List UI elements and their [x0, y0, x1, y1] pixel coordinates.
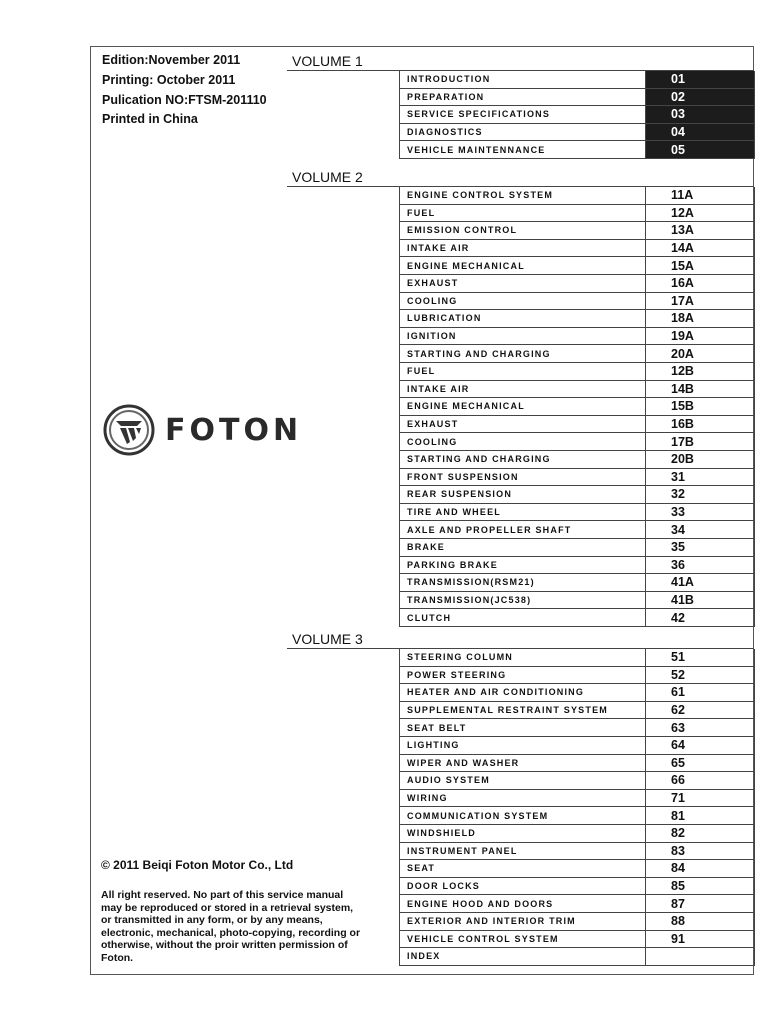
section-code: 52: [645, 667, 755, 685]
section-code: 33: [645, 504, 755, 522]
contents-row: [399, 702, 755, 720]
contents-row: [399, 843, 755, 861]
publication-number-line: Pulication NO:FTSM-201110: [102, 93, 267, 107]
section-name: IGNITION: [399, 328, 645, 346]
contents-row: [399, 825, 755, 843]
section-name: BRAKE: [399, 539, 645, 557]
section-code: 82: [645, 825, 755, 843]
printed-in-line: Printed in China: [102, 112, 198, 126]
contents-row: [399, 187, 755, 205]
contents-row: [399, 913, 755, 931]
printing-line: Printing: October 2011: [102, 73, 236, 87]
copyright-notice: © 2011 Beiqi Foton Motor Co., Ltd: [101, 858, 294, 872]
contents-row: [399, 684, 755, 702]
contents-row: [399, 521, 755, 539]
section-name: EXHAUST: [399, 416, 645, 434]
contents-row: [399, 275, 755, 293]
section-code: 20A: [645, 345, 755, 363]
section-code: 05: [645, 141, 755, 159]
section-name: INTRODUCTION: [399, 71, 645, 89]
contents-row: [399, 89, 755, 107]
section-name: CLUTCH: [399, 609, 645, 627]
section-name: HEATER AND AIR CONDITIONING: [399, 684, 645, 702]
contents-row: [399, 222, 755, 240]
contents-row: [399, 772, 755, 790]
section-code: 41A: [645, 574, 755, 592]
contents-row: [399, 328, 755, 346]
section-name: COOLING: [399, 433, 645, 451]
section-code: 15A: [645, 257, 755, 275]
section-code: 03: [645, 106, 755, 124]
section-name: EXTERIOR AND INTERIOR TRIM: [399, 913, 645, 931]
contents-row: [399, 240, 755, 258]
section-code: 15B: [645, 398, 755, 416]
rights-statement: All right reserved. No part of this service manual may be reproduced or stored in a retrieval system, or transmitted in any form, or by any means, electronic, mechanical, photo-copying, recording or otherwise, without the proir written permission of Foton.: [101, 889, 361, 964]
contents-row: [399, 141, 755, 159]
section-name: PREPARATION: [399, 89, 645, 107]
section-name: TRANSMISSION(RSM21): [399, 574, 645, 592]
section-code: 36: [645, 557, 755, 575]
section-code: 14A: [645, 240, 755, 258]
section-name: VEHICLE CONTROL SYSTEM: [399, 931, 645, 949]
section-name: FUEL: [399, 363, 645, 381]
section-code: 14B: [645, 381, 755, 399]
section-code: 12A: [645, 205, 755, 223]
section-code: 63: [645, 719, 755, 737]
section-code: 66: [645, 772, 755, 790]
section-name: LIGHTING: [399, 737, 645, 755]
section-name: PARKING BRAKE: [399, 557, 645, 575]
section-name: REAR SUSPENSION: [399, 486, 645, 504]
contents-row: [399, 609, 755, 627]
section-code: 85: [645, 878, 755, 896]
contents-row: [399, 293, 755, 311]
foton-wordmark: FOTON: [165, 412, 303, 448]
contents-row: [399, 574, 755, 592]
section-code: 01: [645, 71, 755, 89]
section-name: FUEL: [399, 205, 645, 223]
volume-3-label: VOLUME 3: [292, 631, 363, 647]
section-code: 12B: [645, 363, 755, 381]
contents-row: [399, 71, 755, 89]
section-code: 87: [645, 895, 755, 913]
section-code: 20B: [645, 451, 755, 469]
contents-row: [399, 345, 755, 363]
section-code: 35: [645, 539, 755, 557]
contents-row: [399, 860, 755, 878]
section-name: SEAT: [399, 860, 645, 878]
contents-row: [399, 557, 755, 575]
section-code: 16A: [645, 275, 755, 293]
section-code: 17B: [645, 433, 755, 451]
section-code: 19A: [645, 328, 755, 346]
section-code: 88: [645, 913, 755, 931]
foton-logo-mark-icon: [103, 404, 155, 456]
section-name: INDEX: [399, 948, 645, 966]
section-name: POWER STEERING: [399, 667, 645, 685]
contents-row: [399, 451, 755, 469]
contents-row: [399, 416, 755, 434]
contents-row: [399, 205, 755, 223]
section-code: 16B: [645, 416, 755, 434]
section-name: AXLE AND PROPELLER SHAFT: [399, 521, 645, 539]
contents-row: [399, 895, 755, 913]
section-name: SUPPLEMENTAL RESTRAINT SYSTEM: [399, 702, 645, 720]
section-name: INTAKE AIR: [399, 381, 645, 399]
foton-logo: [103, 404, 302, 456]
section-name: SEAT BELT: [399, 719, 645, 737]
section-name: TIRE AND WHEEL: [399, 504, 645, 522]
section-name: INSTRUMENT PANEL: [399, 843, 645, 861]
section-name: WIPER AND WASHER: [399, 755, 645, 773]
section-code: 02: [645, 89, 755, 107]
contents-row: [399, 504, 755, 522]
section-code: 84: [645, 860, 755, 878]
contents-row: [399, 257, 755, 275]
contents-row: [399, 486, 755, 504]
contents-row: [399, 755, 755, 773]
contents-row: [399, 807, 755, 825]
contents-row: [399, 948, 755, 966]
contents-row: [399, 737, 755, 755]
section-code: 13A: [645, 222, 755, 240]
contents-row: [399, 719, 755, 737]
section-code: 62: [645, 702, 755, 720]
section-code: 83: [645, 843, 755, 861]
section-code: 91: [645, 931, 755, 949]
contents-row: [399, 878, 755, 896]
section-code: 51: [645, 649, 755, 667]
edition-line: Edition:November 2011: [102, 53, 241, 67]
contents-row: [399, 124, 755, 142]
section-name: INTAKE AIR: [399, 240, 645, 258]
section-name: STARTING AND CHARGING: [399, 451, 645, 469]
contents-row: [399, 790, 755, 808]
section-code: 11A: [645, 187, 755, 205]
section-name: VEHICLE MAINTENNANCE: [399, 141, 645, 159]
section-name: SERVICE SPECIFICATIONS: [399, 106, 645, 124]
contents-row: [399, 539, 755, 557]
section-name: ENGINE HOOD AND DOORS: [399, 895, 645, 913]
section-code: 81: [645, 807, 755, 825]
section-name: WIRING: [399, 790, 645, 808]
section-name: DIAGNOSTICS: [399, 124, 645, 142]
contents-row: [399, 649, 755, 667]
contents-row: [399, 363, 755, 381]
section-name: TRANSMISSION(JC538): [399, 592, 645, 610]
contents-row: [399, 931, 755, 949]
section-name: COMMUNICATION SYSTEM: [399, 807, 645, 825]
section-name: STARTING AND CHARGING: [399, 345, 645, 363]
section-code: 31: [645, 469, 755, 487]
section-name: AUDIO SYSTEM: [399, 772, 645, 790]
section-code: 04: [645, 124, 755, 142]
section-code: 32: [645, 486, 755, 504]
section-code: 42: [645, 609, 755, 627]
section-code: 34: [645, 521, 755, 539]
section-code: 41B: [645, 592, 755, 610]
section-code: 65: [645, 755, 755, 773]
section-name: EMISSION CONTROL: [399, 222, 645, 240]
section-name: ENGINE CONTROL SYSTEM: [399, 187, 645, 205]
section-name: ENGINE MECHANICAL: [399, 398, 645, 416]
volume-2-label: VOLUME 2: [292, 169, 363, 185]
section-code: 17A: [645, 293, 755, 311]
section-name: ENGINE MECHANICAL: [399, 257, 645, 275]
contents-row: [399, 398, 755, 416]
section-name: LUBRICATION: [399, 310, 645, 328]
section-name: COOLING: [399, 293, 645, 311]
contents-row: [399, 667, 755, 685]
section-code: 18A: [645, 310, 755, 328]
section-code: 64: [645, 737, 755, 755]
volume-1-label: VOLUME 1: [292, 53, 363, 69]
section-name: WINDSHIELD: [399, 825, 645, 843]
contents-row: [399, 106, 755, 124]
section-name: STEERING COLUMN: [399, 649, 645, 667]
section-name: DOOR LOCKS: [399, 878, 645, 896]
contents-row: [399, 381, 755, 399]
contents-row: [399, 310, 755, 328]
section-code: 61: [645, 684, 755, 702]
section-code: [645, 948, 755, 966]
contents-row: [399, 592, 755, 610]
section-name: EXHAUST: [399, 275, 645, 293]
section-code: 71: [645, 790, 755, 808]
contents-row: [399, 469, 755, 487]
contents-row: [399, 433, 755, 451]
section-name: FRONT SUSPENSION: [399, 469, 645, 487]
